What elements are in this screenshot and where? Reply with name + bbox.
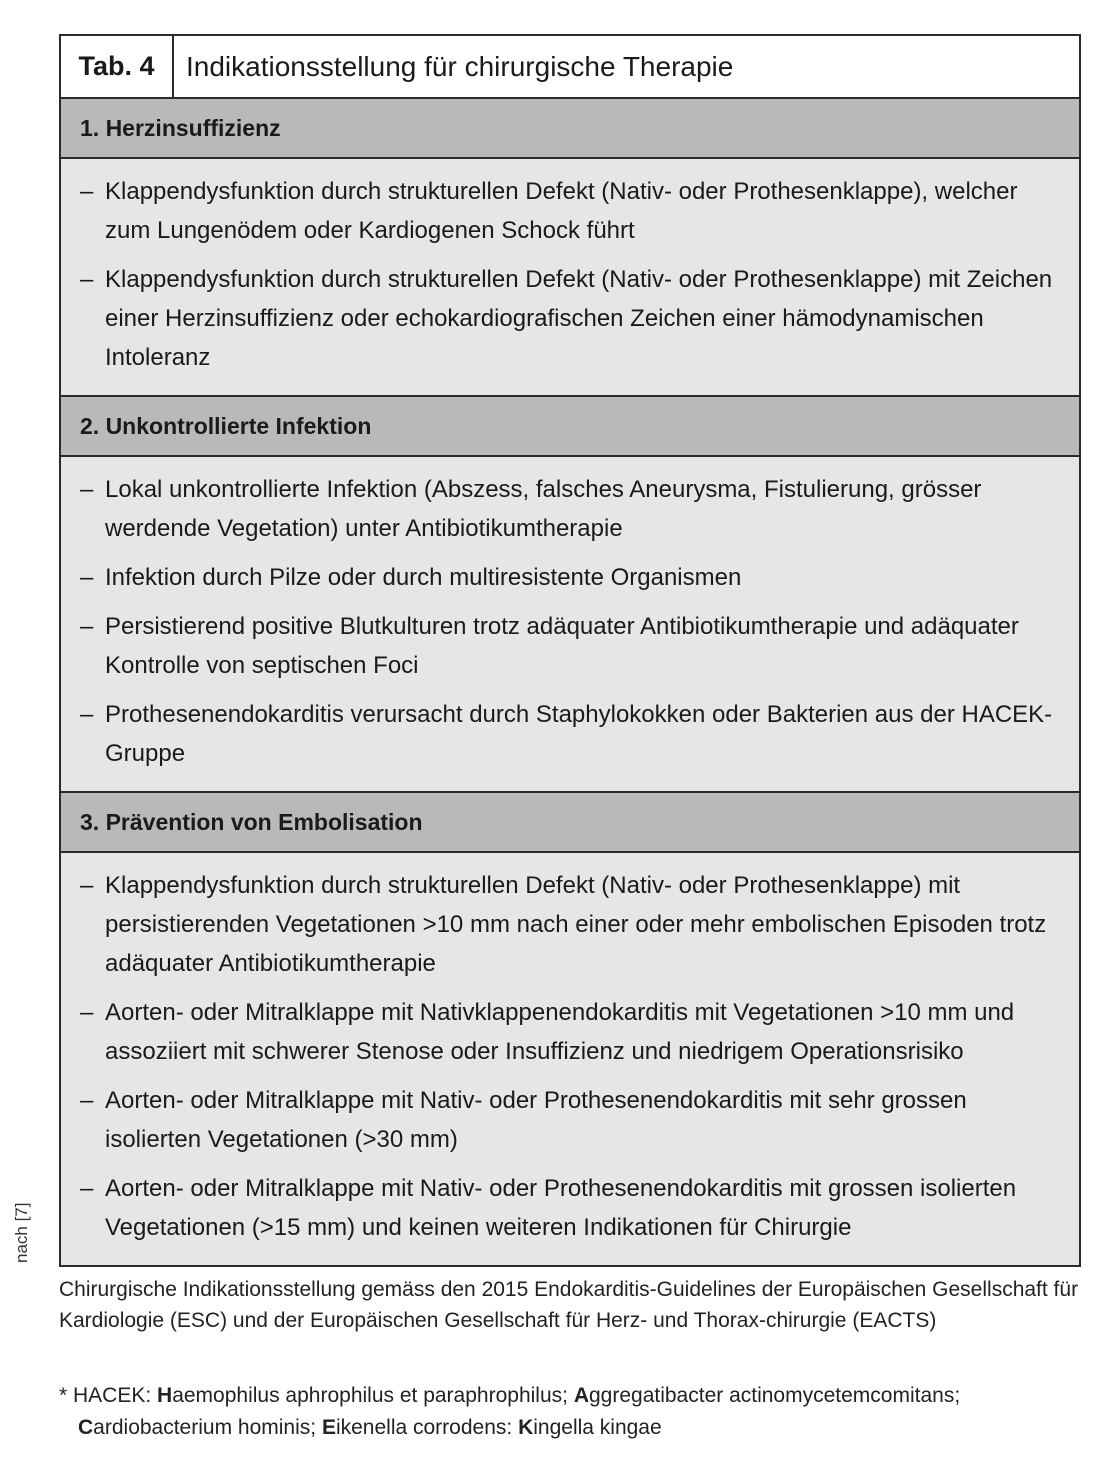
dash-bullet: – <box>80 872 94 899</box>
footnote-initial: E <box>321 1416 336 1439</box>
dash-bullet: – <box>80 476 94 503</box>
dash-bullet: – <box>80 266 94 293</box>
list-item <box>80 558 1061 597</box>
footnote-line-2 <box>59 1412 1079 1444</box>
table-number: Tab. 4 <box>61 36 174 97</box>
list-item-text: Aorten- oder Mitralklappe mit Nativ- oder Prothesenendokarditis mit sehr grossen isolierten Vegetationen (>30 mm) <box>105 1087 967 1153</box>
dash-bullet: – <box>80 1087 94 1114</box>
footnote-prefix: * HACEK: <box>59 1384 158 1407</box>
list-item <box>80 993 1061 1071</box>
dash-bullet: – <box>80 1175 94 1202</box>
list-item <box>80 607 1061 685</box>
section-header-embolisation: 3. Prävention von Embolisation <box>61 793 1079 853</box>
footnote-line-1 <box>59 1380 1079 1412</box>
table-title-row <box>61 36 1079 99</box>
dash-bullet: – <box>80 999 94 1026</box>
list-item <box>80 1169 1061 1247</box>
hacek-footnote <box>59 1380 1079 1444</box>
list-item-text: Infektion durch Pilze oder durch multiresistente Organismen <box>105 564 742 591</box>
footnote-initial: K <box>518 1416 534 1439</box>
dash-bullet: – <box>80 564 94 591</box>
list-item <box>80 695 1061 773</box>
section-body-embolisation <box>61 853 1079 1265</box>
footnote-initial: C <box>78 1416 94 1439</box>
footnote-initial: A <box>573 1384 589 1407</box>
list-item <box>80 172 1061 250</box>
section-body-infektion <box>61 457 1079 793</box>
section-body-herzinsuffizienz <box>61 159 1079 397</box>
list-item-text: Aorten- oder Mitralklappe mit Nativ- oder Prothesenendokarditis mit grossen isolierten Vegetationen (>15 mm) und keinen weiteren Indikationen für Chirurgie <box>105 1175 1017 1241</box>
list-item-text: Klappendysfunktion durch strukturellen Defekt (Nativ- oder Prothesenklappe), welcher zum Lungenödem oder Kardiogenen Schock führt <box>105 178 1018 244</box>
section-header-herzinsuffizienz: 1. Herzinsuffizienz <box>61 99 1079 159</box>
list-item-text: Persistierend positive Blutkulturen trotz adäquater Antibiotikumtherapie und adäquater Kontrolle von septischen Foci <box>105 613 1019 679</box>
list-item-text: Prothesenendokarditis verursacht durch Staphylokokken oder Bakterien aus der HACEK-Gruppe <box>105 701 1053 767</box>
list-item <box>80 1081 1061 1159</box>
footnote-text: ggregatibacter actinomycetemcomitans; <box>588 1384 961 1407</box>
list-item <box>80 260 1061 377</box>
footnote-text: ardiobacterium hominis; <box>93 1416 322 1439</box>
footnote-initial: H <box>157 1384 173 1407</box>
dash-bullet: – <box>80 613 94 640</box>
list-item <box>80 866 1061 983</box>
section-header-infektion: 2. Unkontrollierte Infektion <box>61 397 1079 457</box>
dash-bullet: – <box>80 701 94 728</box>
footnote-text: aemophilus aphrophilus et paraphrophilus; <box>172 1384 574 1407</box>
source-note: nach [7] <box>12 1202 31 1263</box>
list-item-text: Aorten- oder Mitralklappe mit Nativklappenendokarditis mit Vegetationen >10 mm und assoziiert mit schwerer Stenose oder Insuffizienz und niedrigem Operationsrisiko <box>105 999 1015 1065</box>
list-item-text: Klappendysfunktion durch strukturellen Defekt (Nativ- oder Prothesenklappe) mit Zeichen einer Herzinsuffizienz oder echokardiografischen Zeichen einer hämodynamischen Intoleranz <box>105 266 1053 371</box>
table-title: Indikationsstellung für chirurgische Therapie <box>186 50 734 82</box>
footnote-text: ingella kingae <box>533 1416 662 1439</box>
table-caption: Chirurgische Indikationsstellung gemäss den 2015 Endokarditis-Guidelines der Europäischen Gesellschaft für Kardiologie (ESC) und der Europäischen Gesellschaft für Herz- und Thorax-chirurgie (EACTS) <box>59 1278 1079 1332</box>
dash-bullet: – <box>80 178 94 205</box>
list-item-text: Klappendysfunktion durch strukturellen Defekt (Nativ- oder Prothesenklappe) mit persistierenden Vegetationen >10 mm nach einer oder mehr embolischen Episoden trotz adäquater Antibiotikumtherapie <box>105 872 1047 977</box>
list-item <box>80 470 1061 548</box>
footnote-text: ikenella corrodens: <box>335 1416 519 1439</box>
list-item-text: Lokal unkontrollierte Infektion (Abszess, falsches Aneurysma, Fistulierung, grösser werdende Vegetation) unter Antibiotikumtherapie <box>105 476 982 542</box>
indication-table <box>59 34 1081 1267</box>
